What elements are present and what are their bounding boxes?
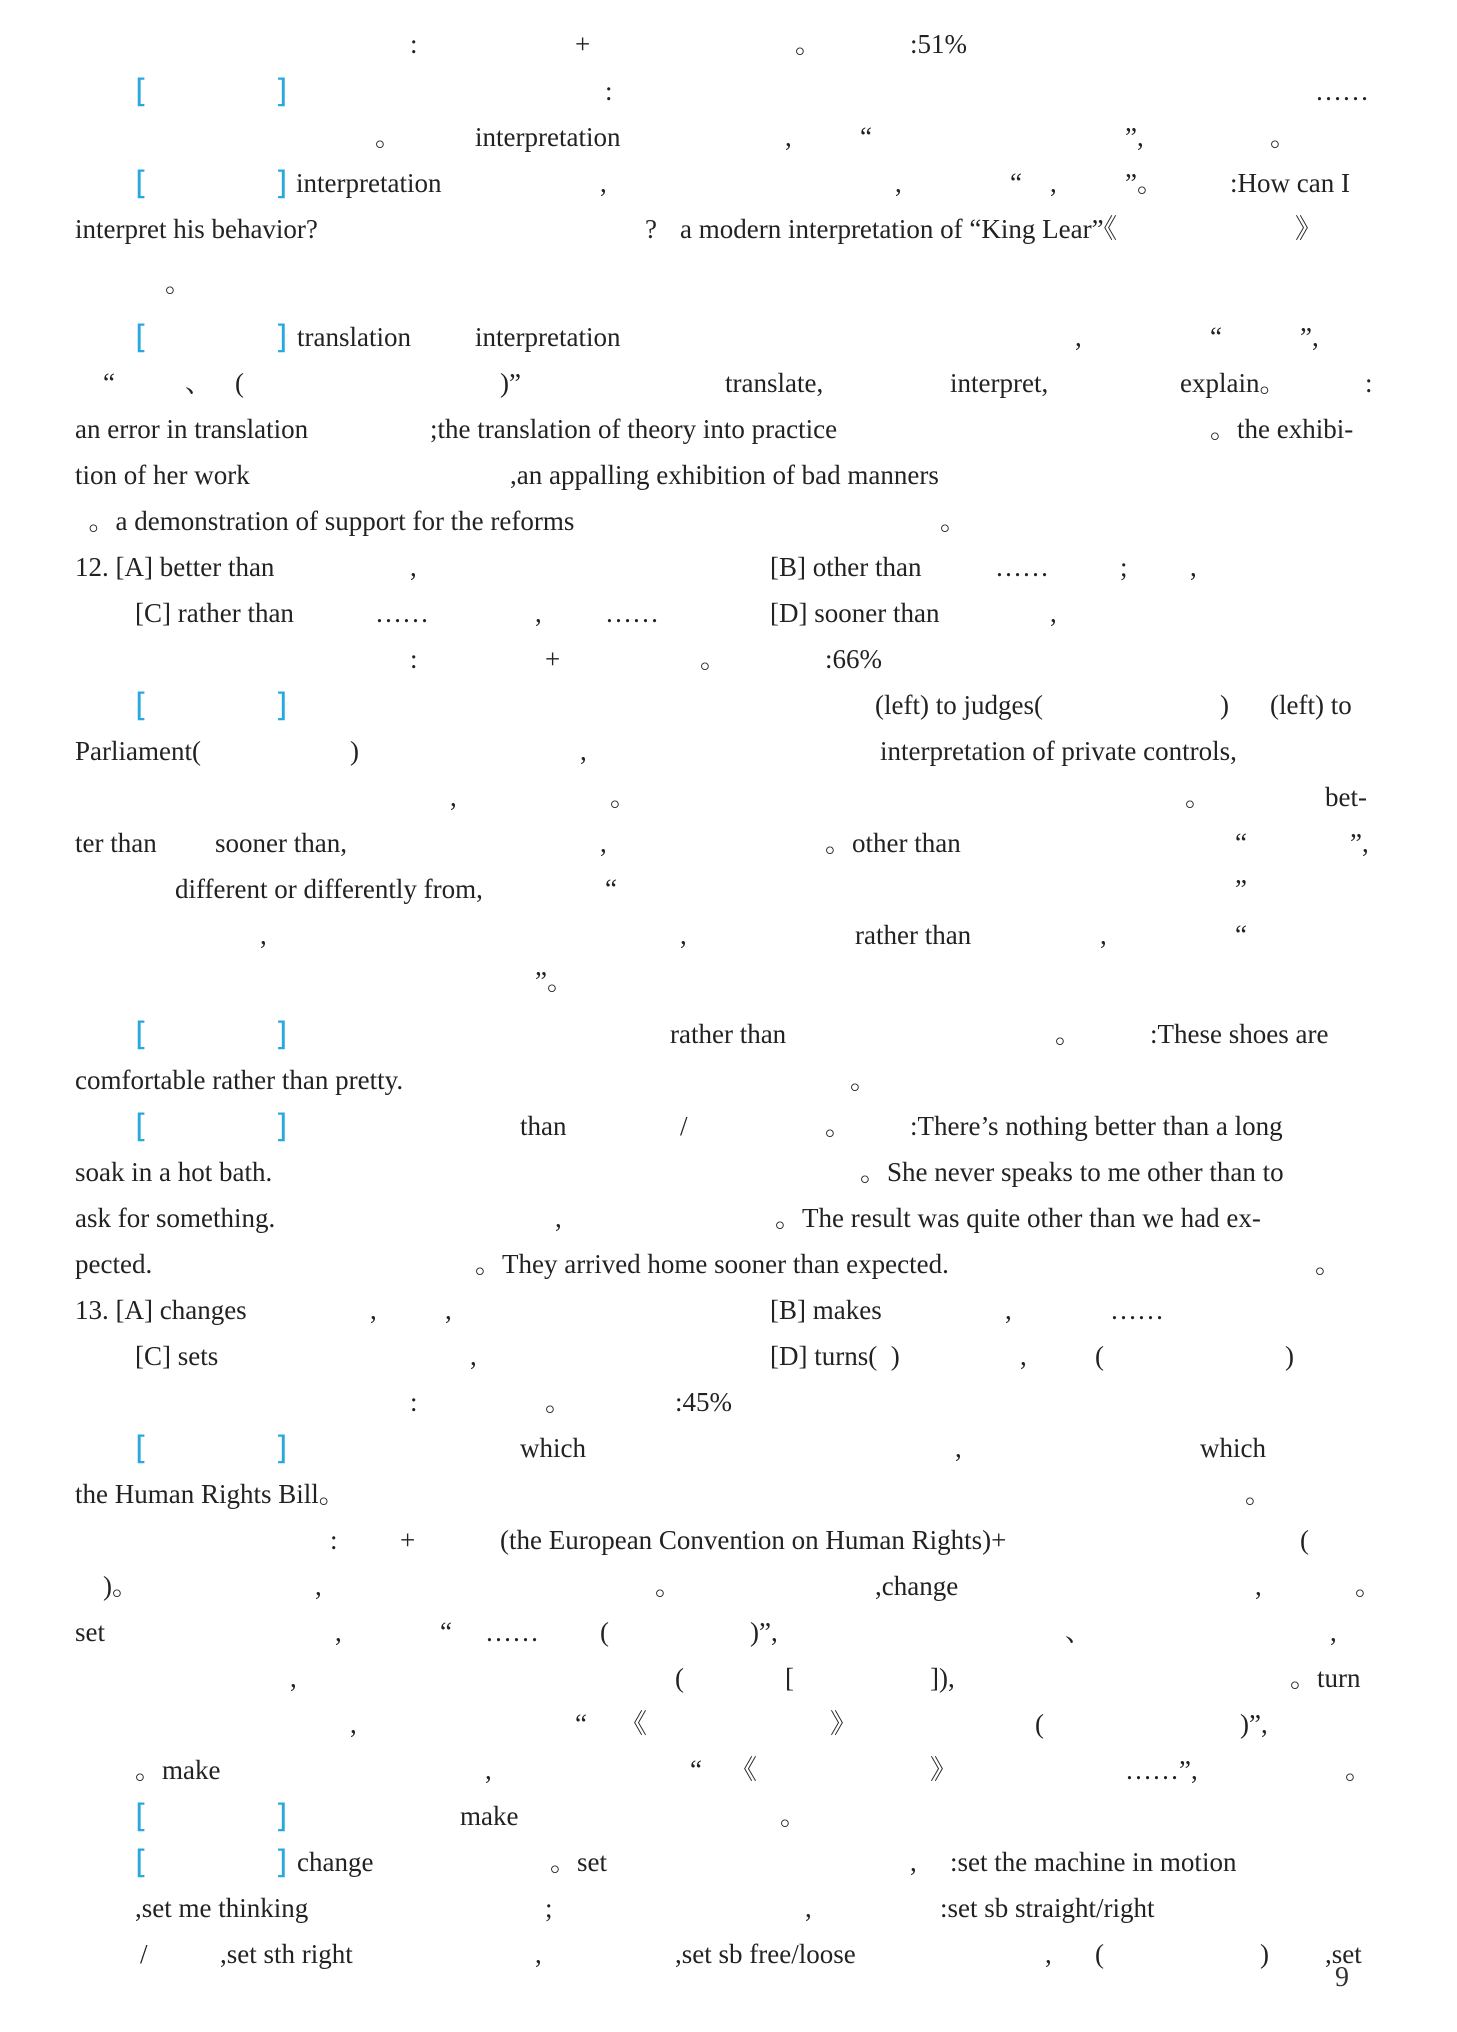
- text-segment: ): [1260, 1939, 1269, 1969]
- text-segment: 。: [850, 1065, 877, 1095]
- text-segment: ?: [645, 214, 657, 244]
- text-segment: :: [410, 644, 418, 674]
- text-segment: :45%: [675, 1387, 732, 1417]
- text-segment: explain。: [1180, 368, 1287, 398]
- text-segment: ,: [1100, 920, 1107, 950]
- text-segment: soak in a hot bath.: [75, 1157, 273, 1187]
- text-segment: 。: [1245, 1479, 1272, 1509]
- text-segment: ……: [485, 1617, 539, 1647]
- text-segment: ,: [785, 122, 792, 152]
- text-segment: bet-: [1325, 782, 1367, 812]
- text-segment: 。turn: [1290, 1663, 1361, 1693]
- text-segment: [C] sets: [135, 1341, 219, 1371]
- text-segment: comfortable rather than pretty.: [75, 1065, 404, 1095]
- bracket-marker: [: [135, 1843, 148, 1881]
- text-line: [75, 1518, 1385, 1562]
- text-line: [75, 913, 1385, 957]
- text-segment: [C] rather than: [135, 598, 294, 628]
- text-line: [75, 1242, 1385, 1286]
- text-segment: (: [1095, 1341, 1104, 1371]
- text-segment: ,: [1075, 322, 1082, 352]
- text-line: [75, 261, 1385, 305]
- text-segment: ”,: [1350, 828, 1369, 858]
- text-segment: /: [680, 1111, 688, 1141]
- text-line: [75, 1472, 1385, 1516]
- text-segment: 。: [375, 122, 402, 152]
- bracket-marker: ]: [275, 164, 288, 202]
- text-segment: “: [575, 1709, 587, 1739]
- text-segment: ,: [955, 1433, 962, 1463]
- text-line: [75, 1932, 1385, 1976]
- text-segment: ”: [1235, 874, 1247, 904]
- text-segment: (the European Convention on Human Rights)+: [500, 1525, 1007, 1555]
- text-segment: 。make: [135, 1755, 221, 1785]
- text-segment: +: [400, 1525, 416, 1555]
- text-segment: a modern interpretation of “King Lear”《: [680, 214, 1118, 244]
- text-segment: ]),: [930, 1663, 955, 1693]
- text-line: [75, 1334, 1385, 1378]
- text-line: [75, 1426, 1385, 1470]
- bracket-marker: [: [135, 1429, 148, 1467]
- text-segment: “: [440, 1617, 452, 1647]
- text-segment: (: [600, 1617, 609, 1647]
- text-segment: :: [410, 1387, 418, 1417]
- text-segment: make: [460, 1801, 519, 1831]
- text-segment: interpretation of private controls,: [880, 736, 1237, 766]
- bracket-marker: ]: [275, 1107, 288, 1145]
- text-segment: ,: [1050, 598, 1057, 628]
- text-segment: ,: [535, 1939, 542, 1969]
- text-segment: ,: [370, 1295, 377, 1325]
- text-line: [75, 775, 1385, 819]
- text-segment: ,: [350, 1709, 357, 1739]
- text-segment: “: [690, 1755, 702, 1785]
- text-line: [75, 1702, 1385, 1746]
- text-segment: 。: [940, 506, 967, 536]
- text-segment: :51%: [910, 29, 967, 59]
- text-segment: ): [1285, 1341, 1294, 1371]
- text-line: [75, 1150, 1385, 1194]
- text-segment: 《: [620, 1709, 647, 1739]
- text-segment: 。: [1345, 1755, 1372, 1785]
- text-segment: ……: [375, 598, 429, 628]
- text-line: [75, 729, 1385, 773]
- text-segment: 。other than: [825, 828, 961, 858]
- text-segment: ,: [555, 1203, 562, 1233]
- text-segment: ,: [600, 168, 607, 198]
- text-segment: 、: [185, 368, 212, 398]
- bracket-marker: [: [135, 1107, 148, 1145]
- text-segment: ,: [485, 1755, 492, 1785]
- text-segment: 13. [A] changes: [75, 1295, 247, 1325]
- text-segment: interpret,: [950, 368, 1049, 398]
- text-segment: ……: [995, 552, 1049, 582]
- text-segment: [B] other than: [770, 552, 922, 582]
- text-line: [75, 315, 1385, 359]
- text-segment: (left) to judges(: [875, 690, 1043, 720]
- text-segment: ,: [470, 1341, 477, 1371]
- text-segment: interpretation: [475, 322, 621, 352]
- text-segment: than: [520, 1111, 567, 1141]
- text-segment: 。: [655, 1571, 682, 1601]
- text-segment: ,set me thinking: [135, 1893, 309, 1923]
- text-line: [75, 115, 1385, 159]
- text-segment: interpret his behavior?: [75, 214, 318, 244]
- text-segment: sooner than,: [215, 828, 347, 858]
- text-line: [75, 1564, 1385, 1608]
- text-segment: (: [1095, 1939, 1104, 1969]
- text-segment: 。the exhibi-: [1210, 414, 1354, 444]
- text-segment: rather than: [670, 1019, 787, 1049]
- text-segment: 。: [165, 268, 192, 298]
- text-line: [75, 407, 1385, 451]
- text-segment: ,: [1255, 1571, 1262, 1601]
- text-segment: ……: [605, 598, 659, 628]
- text-segment: 》: [1295, 214, 1322, 244]
- text-line: [75, 207, 1385, 251]
- text-segment: ,: [535, 598, 542, 628]
- text-segment: ,set sth right: [220, 1939, 353, 1969]
- bracket-marker: [: [135, 1015, 148, 1053]
- bracket-marker: [: [135, 164, 148, 202]
- text-segment: ;the translation of theory into practice: [430, 414, 838, 444]
- text-segment: :These shoes are: [1150, 1019, 1329, 1049]
- text-segment: [D] sooner than: [770, 598, 940, 628]
- text-segment: “: [103, 368, 115, 398]
- text-segment: 。: [825, 1111, 852, 1141]
- text-segment: “: [1010, 168, 1022, 198]
- text-segment: 》: [830, 1709, 857, 1739]
- text-line: [75, 1748, 1385, 1792]
- text-line: [75, 683, 1385, 727]
- text-segment: different or differently from,: [175, 874, 483, 904]
- text-segment: 。They arrived home sooner than expected.: [475, 1249, 949, 1279]
- text-segment: 。The result was quite other than we had ex-: [775, 1203, 1261, 1233]
- bracket-marker: ]: [275, 1843, 288, 1881]
- text-segment: ,: [680, 920, 687, 950]
- text-line: [75, 1656, 1385, 1700]
- text-line: [75, 69, 1385, 113]
- text-segment: ,: [290, 1663, 297, 1693]
- text-segment: ,: [805, 1893, 812, 1923]
- text-segment: [B] makes: [770, 1295, 882, 1325]
- text-segment: ,: [910, 1847, 917, 1877]
- text-segment: which: [1200, 1433, 1266, 1463]
- text-segment: the Human Rights Bill。: [75, 1479, 346, 1509]
- text-segment: ,set: [1325, 1939, 1362, 1969]
- text-segment: )。: [103, 1571, 139, 1601]
- text-segment: translate,: [725, 368, 824, 398]
- text-line: [75, 161, 1385, 205]
- text-segment: (: [235, 368, 244, 398]
- text-line: [75, 867, 1385, 911]
- text-segment: interpretation: [296, 168, 442, 198]
- text-segment: set: [75, 1617, 105, 1647]
- text-segment: )”,: [1240, 1709, 1268, 1739]
- text-segment: 。: [545, 1387, 572, 1417]
- text-segment: ……: [1110, 1295, 1164, 1325]
- text-segment: 。: [1055, 1019, 1082, 1049]
- text-segment: 。: [610, 782, 637, 812]
- text-line: [75, 453, 1385, 497]
- text-segment: +: [545, 644, 561, 674]
- text-segment: :set the machine in motion: [950, 1847, 1237, 1877]
- bracket-marker: ]: [275, 1797, 288, 1835]
- text-segment: 》: [930, 1755, 957, 1785]
- text-segment: ,an appalling exhibition of bad manners: [510, 460, 939, 490]
- text-segment: :There’s nothing better than a long: [910, 1111, 1283, 1141]
- bracket-marker: [: [135, 318, 148, 356]
- text-segment: +: [575, 29, 591, 59]
- text-segment: ,: [410, 552, 417, 582]
- text-segment: tion of her work: [75, 460, 250, 490]
- text-segment: 。: [780, 1801, 807, 1831]
- text-line: [75, 1288, 1385, 1332]
- text-segment: pected.: [75, 1249, 153, 1279]
- text-segment: ,: [1005, 1295, 1012, 1325]
- text-line: [75, 821, 1385, 865]
- bracket-marker: ]: [275, 686, 288, 724]
- text-segment: 。a demonstration of support for the reforms: [75, 506, 575, 536]
- text-segment: 12. [A] better than: [75, 552, 275, 582]
- text-line: [75, 1794, 1385, 1838]
- text-segment: ……”,: [1125, 1755, 1198, 1785]
- bracket-marker: ]: [275, 1429, 288, 1467]
- text-line: [75, 1012, 1385, 1056]
- text-segment: ,change: [875, 1571, 959, 1601]
- text-segment: (: [1035, 1709, 1044, 1739]
- text-segment: ;: [545, 1893, 553, 1923]
- text-line: [75, 361, 1385, 405]
- text-segment: ,set sb free/loose: [675, 1939, 856, 1969]
- text-segment: )”,: [750, 1617, 778, 1647]
- text-segment: 。: [1185, 782, 1212, 812]
- text-segment: ,: [445, 1295, 452, 1325]
- text-segment: :set sb straight/right: [940, 1893, 1155, 1923]
- text-line: [75, 499, 1385, 543]
- text-segment: “: [1235, 828, 1247, 858]
- text-line: [75, 1196, 1385, 1240]
- text-segment: 。: [1315, 1249, 1342, 1279]
- text-segment: ”。: [1125, 168, 1164, 198]
- text-line: [75, 591, 1385, 635]
- text-line: [75, 545, 1385, 589]
- bracket-marker: [: [135, 72, 148, 110]
- text-segment: /: [140, 1939, 148, 1969]
- text-line: [75, 22, 1385, 66]
- text-segment: “: [1210, 322, 1222, 352]
- text-segment: :How can I: [1230, 168, 1350, 198]
- text-segment: interpretation: [475, 122, 621, 152]
- text-segment: :: [605, 76, 613, 106]
- text-segment: an error in translation: [75, 414, 309, 444]
- text-segment: ,: [580, 736, 587, 766]
- text-segment: :: [1365, 368, 1373, 398]
- text-line: [75, 1610, 1385, 1654]
- text-line: [75, 959, 1385, 1003]
- bracket-marker: [: [135, 686, 148, 724]
- text-segment: “: [605, 874, 617, 904]
- text-segment: translation: [297, 322, 411, 352]
- text-segment: :: [330, 1525, 338, 1555]
- bracket-marker: ]: [275, 72, 288, 110]
- text-line: [75, 1886, 1385, 1930]
- text-segment: 。: [700, 644, 727, 674]
- text-segment: 。: [1270, 122, 1297, 152]
- text-segment: rather than: [855, 920, 972, 950]
- text-segment: )”: [500, 368, 521, 398]
- text-segment: [: [785, 1663, 794, 1693]
- text-segment: ): [1220, 690, 1229, 720]
- text-segment: ter than: [75, 828, 157, 858]
- text-segment: ,: [1045, 1939, 1052, 1969]
- text-segment: ,: [450, 782, 457, 812]
- text-segment: (left) to: [1270, 690, 1352, 720]
- text-segment: “: [1235, 920, 1247, 950]
- text-segment: ,: [1020, 1341, 1027, 1371]
- text-segment: :: [410, 29, 418, 59]
- text-segment: ,: [1330, 1617, 1337, 1647]
- text-line: [75, 1104, 1385, 1148]
- text-segment: ,: [895, 168, 902, 198]
- bracket-marker: ]: [275, 1015, 288, 1053]
- text-segment: which: [520, 1433, 586, 1463]
- text-segment: ask for something.: [75, 1203, 276, 1233]
- text-segment: ,: [600, 828, 607, 858]
- text-line: [75, 1058, 1385, 1102]
- text-segment: 《: [730, 1755, 757, 1785]
- text-segment: ,: [1190, 552, 1197, 582]
- text-segment: “: [860, 122, 872, 152]
- text-segment: ”,: [1125, 122, 1144, 152]
- page-number: 9: [1335, 1962, 1349, 1993]
- text-segment: ”。: [535, 966, 574, 996]
- text-segment: 。: [795, 29, 822, 59]
- text-segment: Parliament(: [75, 736, 201, 766]
- text-line: [75, 1840, 1385, 1884]
- text-segment: 。: [1355, 1571, 1382, 1601]
- text-segment: [D] turns( ): [770, 1341, 900, 1371]
- text-segment: ,: [315, 1571, 322, 1601]
- text-segment: ,: [260, 920, 267, 950]
- text-segment: (: [675, 1663, 684, 1693]
- text-segment: 、: [1065, 1617, 1092, 1647]
- text-segment: ”,: [1300, 322, 1319, 352]
- text-line: [75, 637, 1385, 681]
- bracket-marker: ]: [275, 318, 288, 356]
- text-line: [75, 1380, 1385, 1424]
- text-segment: 。set: [550, 1847, 607, 1877]
- text-segment: ,: [335, 1617, 342, 1647]
- text-segment: ……: [1315, 76, 1369, 106]
- text-segment: :66%: [825, 644, 882, 674]
- bracket-marker: [: [135, 1797, 148, 1835]
- text-segment: ,: [1050, 168, 1057, 198]
- text-segment: (: [1300, 1525, 1309, 1555]
- text-segment: ;: [1120, 552, 1128, 582]
- text-segment: change: [297, 1847, 374, 1877]
- text-segment: 。She never speaks to me other than to: [860, 1157, 1284, 1187]
- text-segment: ): [350, 736, 359, 766]
